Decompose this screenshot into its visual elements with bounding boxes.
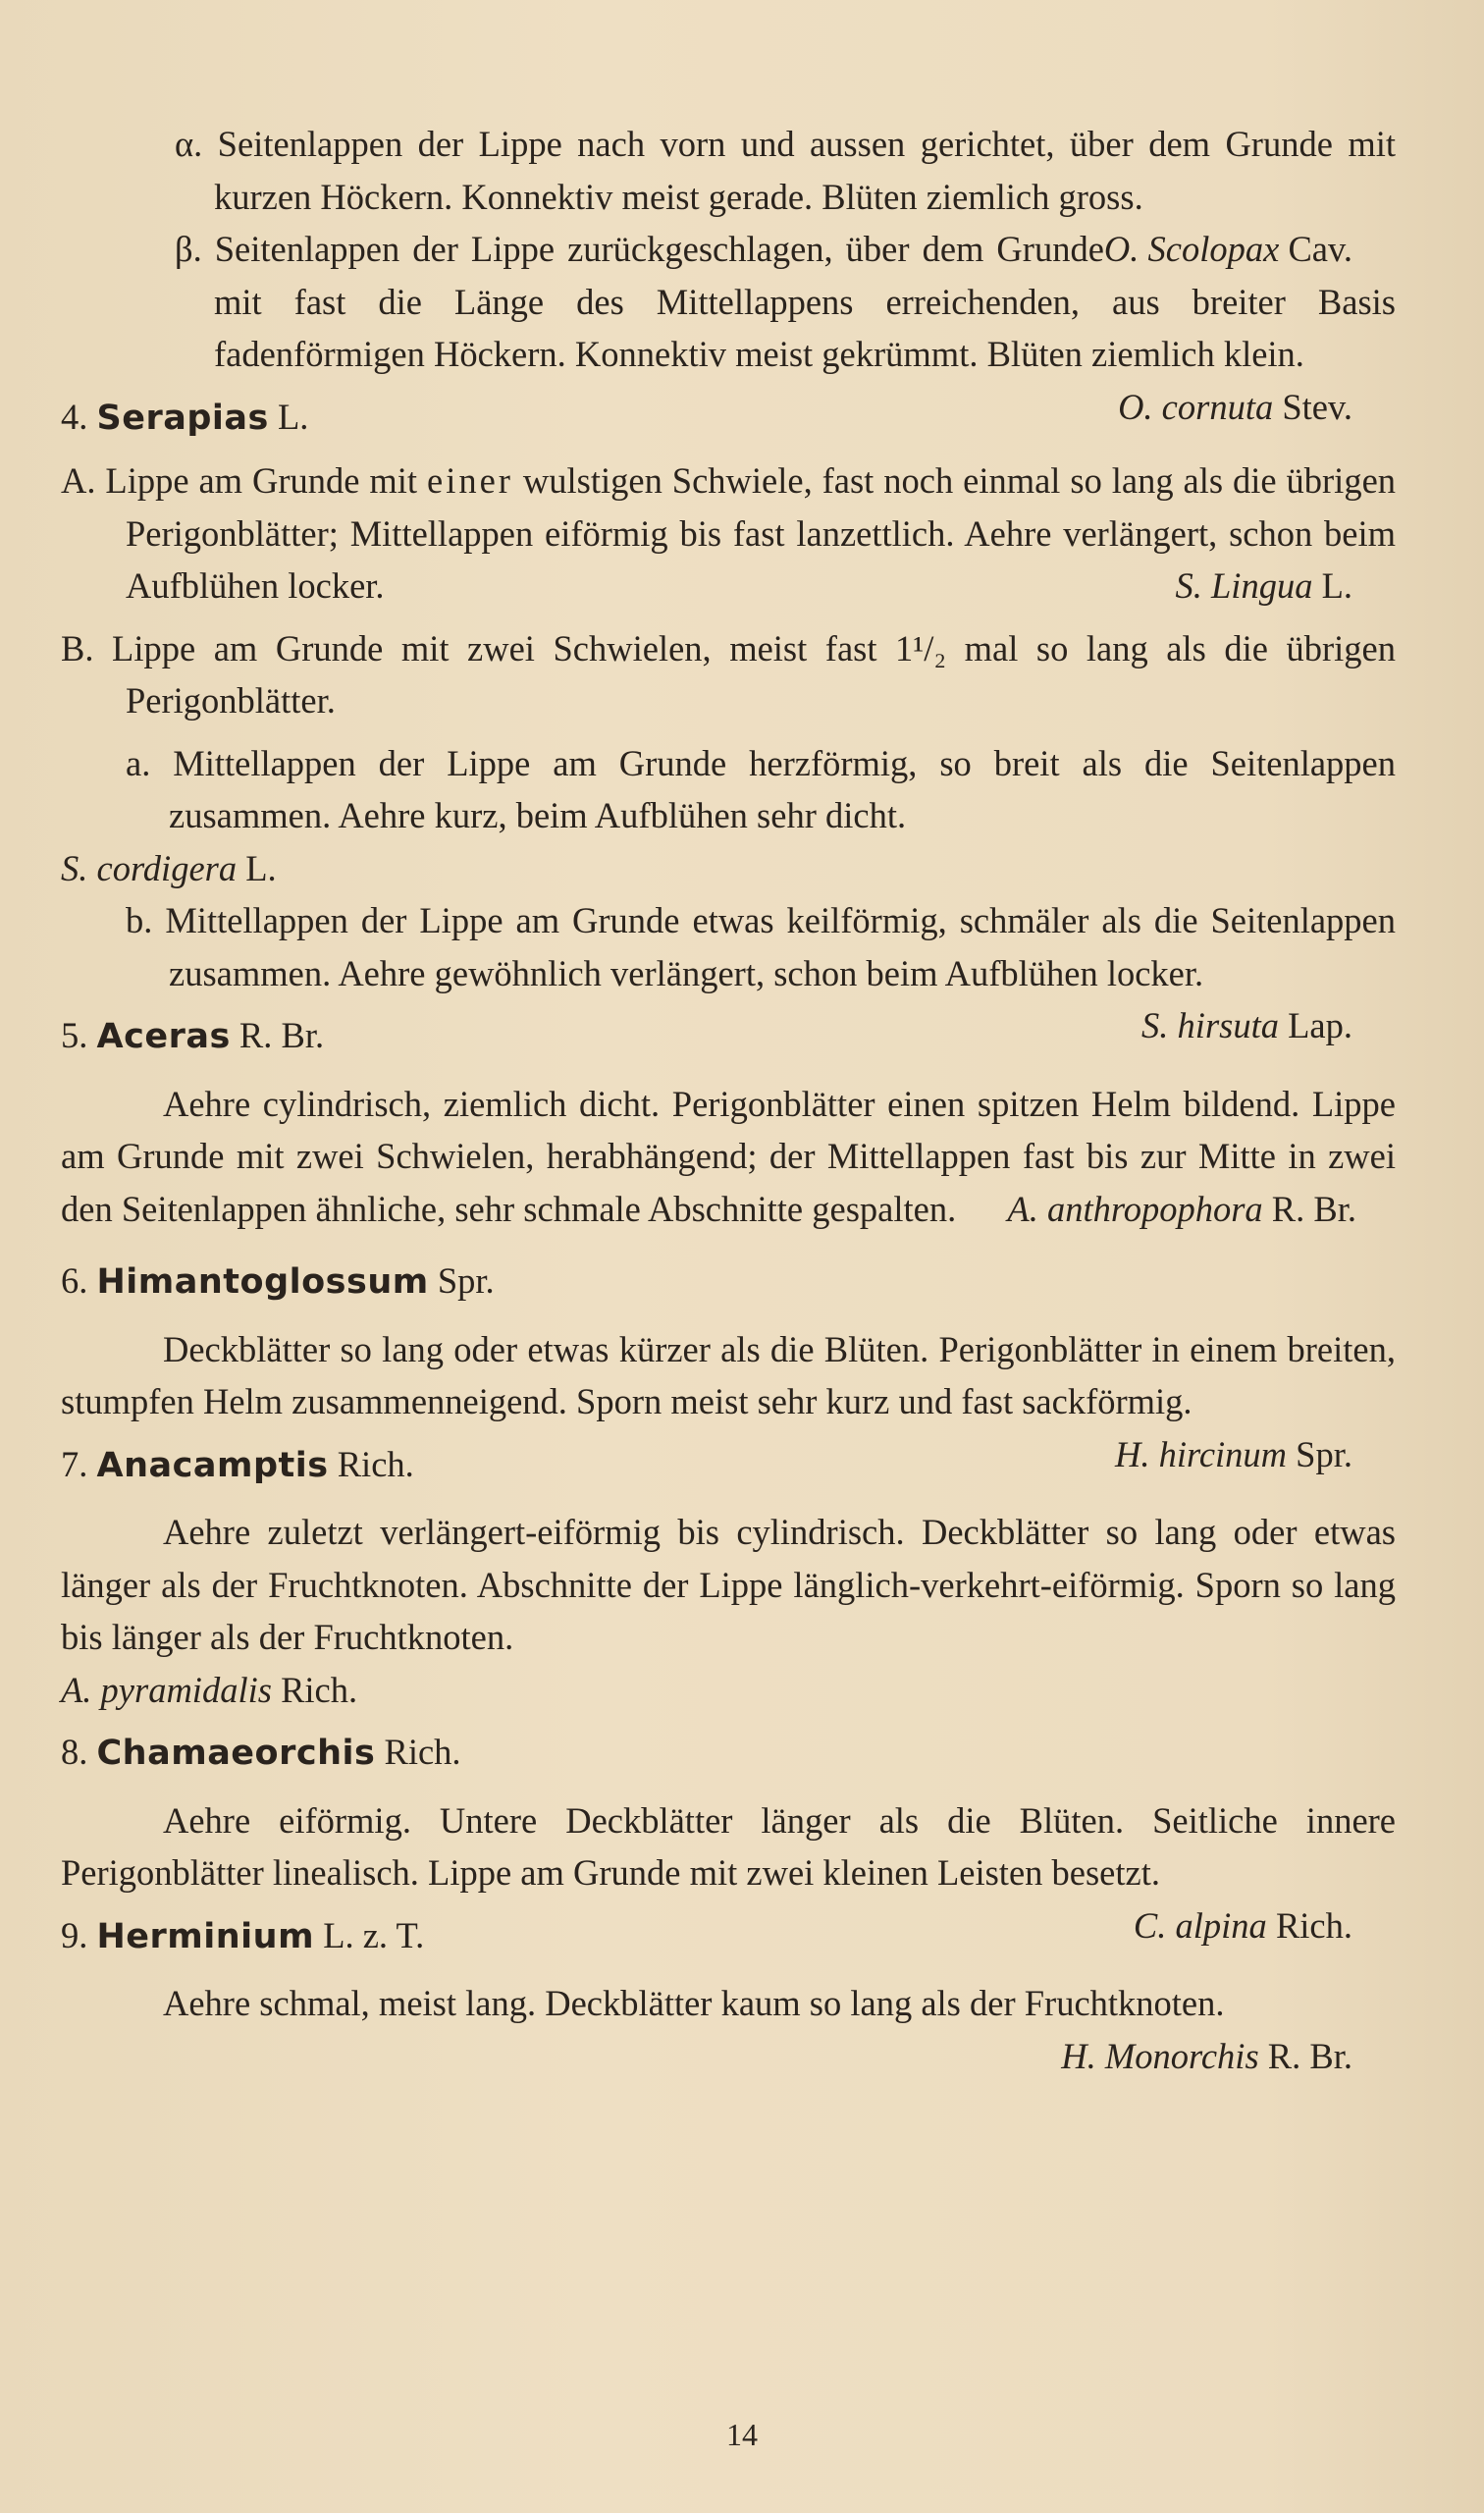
entry-text: Mittellappen der Lippe am Grunde herzförmig, so breit als die Seitenlappen zusammen. Aehre kurz, beim Aufblühen sehr dicht. (169, 742, 1396, 835)
species-author: Spr. (1296, 1433, 1352, 1474)
fraction: ¹/₂ (913, 627, 947, 668)
entry-text-spaced: einer (427, 460, 513, 501)
species-name: S. cordigera (61, 847, 238, 888)
genus-author: L. z. T. (323, 1914, 425, 1955)
species-name: H. Monorchis (1061, 2035, 1259, 2076)
species-label (1061, 2030, 1352, 2083)
marker: a. (126, 742, 151, 783)
marker: A. (61, 460, 96, 501)
genus-author: Rich. (337, 1443, 414, 1484)
genus-heading-himantoglossum (61, 1255, 1396, 1310)
species-name: S. Lingua (1175, 565, 1313, 606)
key-entry-B (61, 622, 1396, 727)
genus-number: 6. (61, 1260, 88, 1301)
entry-text: Seitenlappen der Lippe zurückgeschlagen, über dem Grunde mit fast die Länge des Mittellappens erreichenden, aus breiter Basis fadenförmigen Höckern. Konnektiv meist gekrümmt. Blüten ziemlich klein. (214, 229, 1396, 374)
marker: b. (126, 900, 153, 940)
genus-name: Serapias (96, 398, 269, 438)
species-author: Stev. (1282, 386, 1352, 427)
genus-name: Anacamptis (96, 1445, 329, 1485)
species-author: L. (245, 847, 277, 888)
species-name: O. cornuta (1118, 386, 1274, 427)
species-name: A. anthropophora (1007, 1188, 1263, 1229)
genus-name: Himantoglossum (96, 1262, 429, 1302)
genus-number: 5. (61, 1015, 88, 1055)
genus-name: Aceras (96, 1017, 231, 1056)
genus-name: Chamaeorchis (96, 1734, 376, 1773)
genus-description (61, 1977, 1396, 2076)
description-text: Deckblätter so lang oder etwas kürzer als die Blüten. Perigonblätter in einem breiten, stumpfen Helm zusammenneigend. Sporn meist sehr kurz und fast sackförmig. (61, 1328, 1396, 1421)
key-entry-a (61, 737, 1396, 842)
description-text: Aehre schmal, meist lang. Deckblätter kaum so lang als der Fruchtknoten. (163, 1983, 1225, 2023)
genus-description (61, 1078, 1396, 1236)
marker: α. (175, 124, 203, 164)
species-label (1115, 1428, 1352, 1481)
species-name: C. alpina (1133, 1904, 1267, 1946)
genus-author: R. Br. (238, 1015, 325, 1055)
marker: B. (61, 627, 94, 668)
genus-number: 4. (61, 396, 88, 437)
species-label (1176, 560, 1353, 613)
key-entry-A (61, 454, 1396, 613)
species-label (1007, 1183, 1356, 1236)
species-author: Lap. (1288, 1005, 1352, 1045)
genus-number: 8. (61, 1732, 88, 1772)
genus-name: Herminium (96, 1916, 315, 1956)
species-label (1134, 1899, 1352, 1952)
entry-text: Mittellappen der Lippe am Grunde etwas keilförmig, schmäler als die Seitenlappen zusammen. Aehre gewöhnlich verlängert, schon beim Aufblühen locker. (165, 900, 1397, 993)
description-text: Aehre eiförmig. Untere Deckblätter länger als die Blüten. Seitliche innere Perigonblätter linealisch. Lippe am Grunde mit zwei kleinen Leisten besetzt. (61, 1799, 1396, 1893)
genus-author: Spr. (437, 1260, 495, 1301)
marker: β. (175, 229, 202, 269)
genus-number: 7. (61, 1443, 88, 1484)
species-line (61, 1664, 1396, 1717)
species-line (61, 842, 1396, 895)
entry-text-2: wulstigen Schwiele, fast noch einmal so lang als die übrigen Perigonblätter; Mittellappen eiförmig bis fast lanzettlich. Aehre verlängert, schon beim Aufblühen locker. (126, 460, 1397, 606)
key-entry-alpha (61, 118, 1396, 269)
species-author: Rich. (1275, 1904, 1352, 1946)
species-author: R. Br. (1267, 2035, 1352, 2076)
species-author: L. (1321, 565, 1352, 606)
description-text: Aehre zuletzt verlängert-eiförmig bis cylindrisch. Deckblätter so lang oder etwas länger als der Fruchtknoten. Abschnitte der Lippe länglich-verkehrt-eiförmig. Sporn so lang bis länger als der Fruchtknoten. (61, 1512, 1396, 1657)
genus-description (61, 1506, 1396, 1664)
genus-number: 9. (61, 1914, 88, 1955)
entry-text-1: Lippe am Grunde mit (105, 460, 418, 501)
species-name: S. hirsuta (1141, 1005, 1279, 1045)
species-name: A. pyramidalis (61, 1669, 272, 1710)
page-number: 14 (726, 2417, 758, 2452)
page-body (61, 118, 1396, 2082)
genus-heading-chamaeorchis (61, 1726, 1396, 1781)
description-text: Aehre cylindrisch, ziemlich dicht. Perigonblätter einen spitzen Helm bildend. Lippe am Grunde mit zwei Schwielen, herabhängend; der Mittellappen fast bis zur Mitte in zwei den Seitenlappen ähnliche, sehr schmale Abschnitte gespalten. (61, 1083, 1396, 1229)
species-label (1118, 381, 1352, 434)
species-name: O. Scolopax (1103, 229, 1280, 269)
species-author: Cav. (1288, 229, 1352, 269)
genus-author: Rich. (384, 1732, 461, 1772)
species-label (1104, 223, 1352, 276)
entry-text-1: Lippe am Grunde mit zwei Schwielen, meist fast 1 (112, 627, 914, 668)
species-name: H. hircinum (1114, 1433, 1288, 1474)
species-label (1141, 999, 1352, 1052)
species-author: R. Br. (1271, 1188, 1356, 1229)
species-author: Rich. (281, 1669, 358, 1710)
entry-text: Seitenlappen der Lippe nach vorn und aussen gerichtet, über dem Grunde mit kurzen Höckern. Konnektiv meist gerade. Blüten ziemlich gross. (214, 124, 1396, 217)
genus-author: L. (277, 396, 309, 437)
entry-text-2: mal so lang als die übrigen Perigonblätter. (126, 627, 1397, 721)
